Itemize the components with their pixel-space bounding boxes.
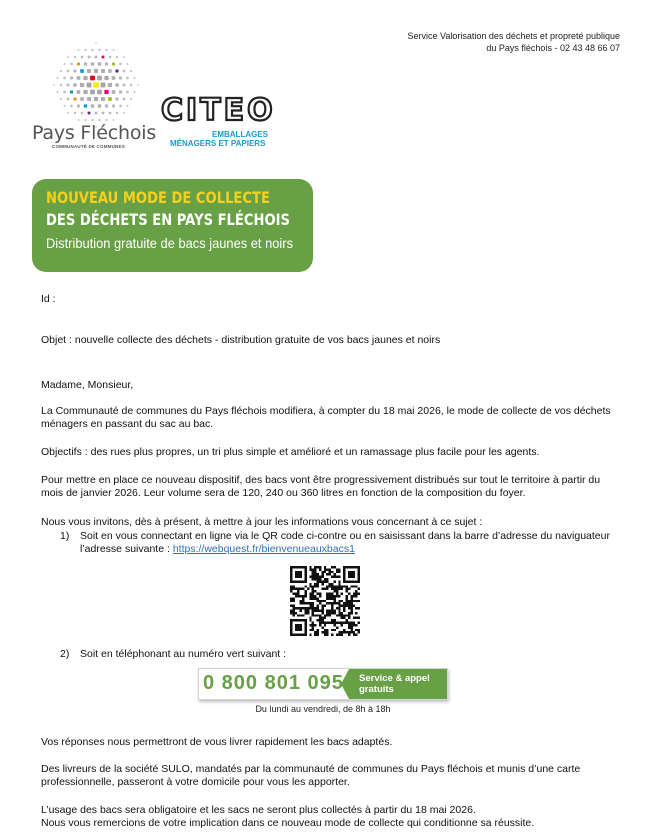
- list-item-1-text: Soit en vous connectant en ligne via le QR code ci-contre ou en saisissant dans la barre d’adresse du naviguateur l’adresse suivante :: [80, 530, 610, 555]
- paragraph-6: Des livreurs de la société SULO, mandatés par la communauté de communes du Pays fléchois et munis d’une carte professionnelle, passeront à votre domicile pour vous les apporter.: [41, 763, 581, 788]
- banner-line-3: Distribution gratuite de bacs jaunes et noirs: [46, 235, 294, 251]
- list-item-1-number: 1): [60, 530, 70, 542]
- sender-line-2: du Pays fléchois - 02 43 48 66 07: [486, 43, 620, 53]
- list-item-1: [60, 530, 620, 556]
- citeo-subtitle-1: EMBALLAGES: [212, 130, 268, 139]
- id-label: Id :: [41, 293, 56, 305]
- banner-line-2: DES DÉCHETS EN PAYS FLÉCHOIS: [46, 210, 290, 229]
- free-call-tag-line-1: Service & appel: [359, 673, 430, 684]
- paragraph-1: La Communauté de communes du Pays fléchois modifiera, à compter du 18 mai 2026, le mode de collecte de vos déchets ménagers en passant du sac au bac.: [41, 405, 611, 430]
- free-call-tag: [349, 669, 447, 699]
- subject-line: Objet : nouvelle collecte des déchets - distribution gratuite de vos bacs jaunes et noirs: [41, 334, 441, 346]
- sender-line-1: Service Valorisation des déchets et propreté publique: [407, 31, 620, 41]
- paragraph-7-line-2: Nous vous remercions de votre implication dans ce nouveau mode de collecte qui conditionne sa réussite.: [41, 817, 535, 829]
- paragraph-4: Nous vous invitons, dès à présent, à mettre à jour les informations vous concernant à ce sujet :: [41, 516, 483, 528]
- list-item-2: [60, 648, 620, 661]
- greeting: Madame, Monsieur,: [41, 379, 134, 391]
- webquest-link[interactable]: https://webquest.fr/bienvenueauxbacs1: [172, 543, 355, 555]
- sender-block: [408, 30, 620, 54]
- phone-hours: Du lundi au vendredi, de 8h à 18h: [255, 704, 391, 714]
- free-phone-box[interactable]: [198, 668, 448, 700]
- paragraph-5: Vos réponses nous permettront de vous livrer rapidement les bacs adaptés.: [41, 736, 393, 748]
- citeo-subtitle-2: MÉNAGERS ET PAPIERS: [170, 139, 266, 148]
- list-item-2-text: Soit en téléphonant au numéro vert suivant :: [80, 648, 287, 660]
- pays-flechois-subtitle: COMMUNAUTÉ DE COMMUNES: [52, 144, 125, 149]
- qr-code-icon[interactable]: [290, 566, 360, 636]
- citeo-logo-word: CITEO: [161, 93, 276, 128]
- banner-line-1: NOUVEAU MODE DE COLLECTE: [46, 188, 270, 207]
- title-banner: [32, 179, 313, 272]
- paragraph-2: Objectifs : des rues plus propres, un tri plus simple et amélioré et un ramassage plus facile pour les agents.: [41, 446, 540, 458]
- free-call-tag-line-2: gratuits: [359, 684, 394, 695]
- paragraph-7-line-1: L’usage des bacs sera obligatoire et les sacs ne seront plus collectés à partir du 18 mai 2026.: [41, 804, 476, 816]
- list-item-2-number: 2): [60, 648, 70, 660]
- phone-number: 0 800 801 095: [203, 672, 344, 694]
- paragraph-3: Pour mettre en place ce nouveau dispositif, des bacs vont être progressivement distribués sur tout le territoire à partir du mois de janvier 2026. Leur volume sera de 120, 240 ou 360 litres en fonction de la composition du foyer.: [41, 474, 601, 499]
- pays-flechois-name: Pays Fléchois: [32, 122, 157, 144]
